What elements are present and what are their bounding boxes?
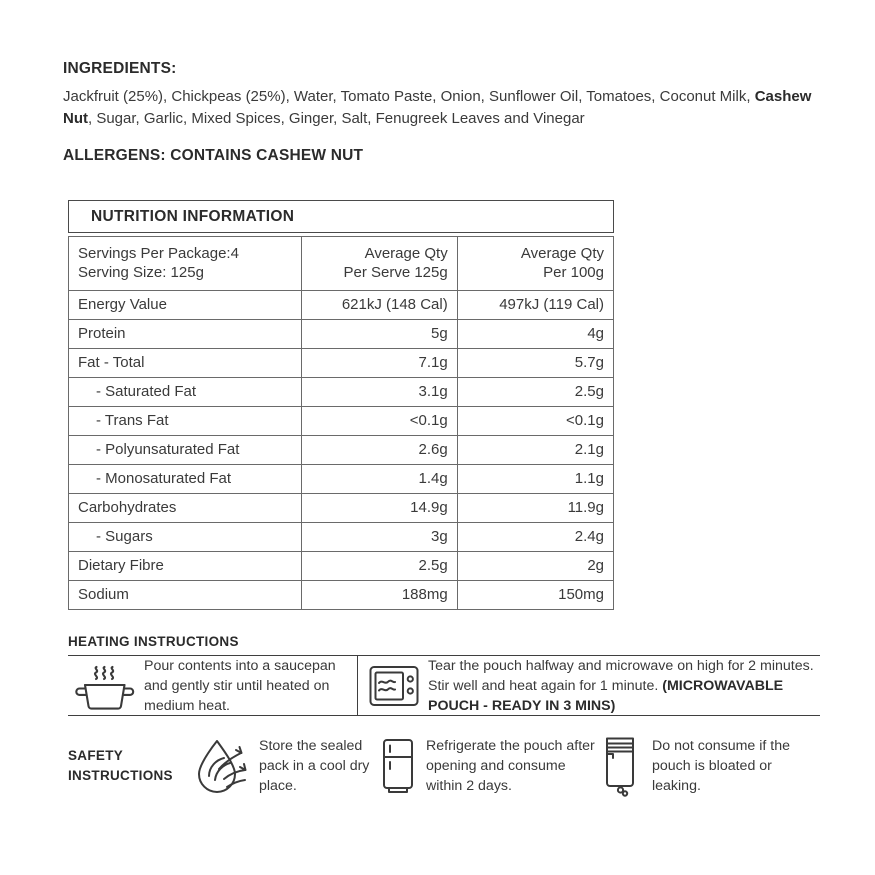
safety-instructions-label: [68, 746, 193, 786]
nutrient-per-100g-value: 2.4g: [457, 523, 613, 552]
allergens-statement: ALLERGENS: CONTAINS CASHEW NUT: [63, 147, 364, 164]
per-serve-header-line-2: Per Serve 125g: [343, 264, 448, 281]
nutrient-per-100g-value: 5.7g: [457, 349, 613, 378]
nutrient-label: Fat - Total: [69, 349, 302, 378]
nutrient-per-serve-value: 1.4g: [302, 465, 457, 494]
saucepan-instruction-text: Pour contents into a saucepan and gently stir until heated on medium heat.: [144, 657, 336, 714]
ingredients-line-1: Jackfruit (25%), Chickpeas (25%), Water, Tomato Paste, Onion, Sunflower Oil, Tomatoes, Coconut Milk,: [63, 88, 751, 105]
nutrient-label: - Trans Fat: [69, 407, 302, 436]
table-row: [69, 349, 614, 378]
safety-item-store-dry: [193, 736, 378, 796]
nutrient-per-100g-value: 150mg: [457, 581, 613, 610]
table-row: [69, 436, 614, 465]
safety-item-no-bloat-leak: [600, 735, 810, 797]
nutrient-per-100g-value: 4g: [457, 320, 613, 349]
nutrition-title-box: [68, 200, 614, 233]
ingredients-allergen-highlight: Cashew Nut: [63, 88, 812, 127]
table-row: [69, 523, 614, 552]
per-100g-header-line-1: Average Qty: [520, 245, 604, 262]
nutrition-table-header-row: [69, 237, 614, 291]
saucepan-icon: [74, 661, 136, 711]
microwave-instruction-emphasis: (MICROWAVABLE POUCH - READY IN 3 MINS): [428, 677, 784, 714]
safety-label-line-1: SAFETY: [68, 748, 124, 763]
nutrient-label: - Sugars: [69, 523, 302, 552]
safety-item-refrigerate-text: Refrigerate the pouch after opening and consume within 2 days.: [426, 738, 595, 794]
nutrient-per-serve-value: <0.1g: [302, 407, 457, 436]
serving-info-cell: [69, 237, 302, 291]
leaking-pouch-icon: [600, 735, 644, 797]
safety-item-no-bloat-leak-text: Do not consume if the pouch is bloated or leaking.: [652, 738, 791, 794]
nutrient-per-serve-value: 3.1g: [302, 378, 457, 407]
ingredients-list: [63, 86, 819, 130]
nutrient-label: Dietary Fibre: [69, 552, 302, 581]
refrigerator-icon: [378, 737, 418, 795]
nutrient-per-100g-value: 2.5g: [457, 378, 613, 407]
microwave-instruction: [357, 656, 820, 715]
ingredients-section: [63, 60, 823, 165]
nutrition-information-table: [68, 200, 614, 610]
table-row: [69, 494, 614, 523]
nutrient-per-100g-value: 2g: [457, 552, 613, 581]
microwave-icon: [368, 663, 420, 709]
nutrient-label: Protein: [69, 320, 302, 349]
nutrient-label: Energy Value: [69, 291, 302, 320]
table-row: [69, 552, 614, 581]
heating-instructions-body: [68, 655, 820, 716]
nutrient-per-100g-value: 11.9g: [457, 494, 613, 523]
per-100g-header-cell: [457, 237, 613, 291]
saucepan-instruction: [68, 656, 357, 715]
safety-item-refrigerate: [378, 736, 600, 796]
nutrient-per-serve-value: 621kJ (148 Cal): [302, 291, 457, 320]
safety-instructions-section: [68, 735, 820, 797]
per-100g-header-line-2: Per 100g: [543, 264, 604, 281]
table-row: [69, 581, 614, 610]
nutrient-per-serve-value: 14.9g: [302, 494, 457, 523]
nutrient-per-100g-value: 497kJ (119 Cal): [457, 291, 613, 320]
table-row: [69, 291, 614, 320]
table-row: [69, 378, 614, 407]
heating-instructions-title: HEATING INSTRUCTIONS: [68, 634, 239, 649]
ingredients-heading: INGREDIENTS:: [63, 60, 177, 77]
nutrient-label: - Saturated Fat: [69, 378, 302, 407]
nutrient-per-serve-value: 2.5g: [302, 552, 457, 581]
per-serve-header-line-1: Average Qty: [364, 245, 448, 262]
nutrient-label: - Polyunsaturated Fat: [69, 436, 302, 465]
nutrition-title: NUTRITION INFORMATION: [91, 207, 295, 225]
heating-instructions-section: [68, 634, 820, 716]
nutrient-label: - Monosaturated Fat: [69, 465, 302, 494]
table-row: [69, 465, 614, 494]
nutrient-per-serve-value: 188mg: [302, 581, 457, 610]
serving-size: Serving Size: 125g: [78, 264, 204, 281]
per-serve-header-cell: [302, 237, 457, 291]
nutrient-label: Sodium: [69, 581, 302, 610]
table-row: [69, 320, 614, 349]
nutrient-per-100g-value: 2.1g: [457, 436, 613, 465]
nutrient-per-serve-value: 7.1g: [302, 349, 457, 378]
nutrient-per-100g-value: 1.1g: [457, 465, 613, 494]
nutrition-table: [68, 236, 614, 610]
nutrient-per-serve-value: 5g: [302, 320, 457, 349]
ingredients-line-2: , Sugar, Garlic, Mixed Spices, Ginger, Salt, Fenugreek Leaves and Vinegar: [88, 110, 585, 127]
microwave-instruction-main: Tear the pouch halfway and microwave on high for 2 minutes. Stir well and heat again for 1 minute.: [428, 657, 814, 694]
safety-label-line-2: INSTRUCTIONS: [68, 768, 173, 783]
table-row: [69, 407, 614, 436]
keep-dry-droplet-icon: [193, 736, 251, 796]
nutrient-per-serve-value: 2.6g: [302, 436, 457, 465]
nutrient-per-100g-value: <0.1g: [457, 407, 613, 436]
nutrition-table-body: [69, 237, 614, 610]
microwave-instruction-text: [420, 656, 820, 716]
servings-per-package: Servings Per Package:4: [78, 245, 239, 262]
safety-item-store-dry-text: Store the sealed pack in a cool dry place.: [259, 738, 370, 794]
nutrient-label: Carbohydrates: [69, 494, 302, 523]
nutrient-per-serve-value: 3g: [302, 523, 457, 552]
